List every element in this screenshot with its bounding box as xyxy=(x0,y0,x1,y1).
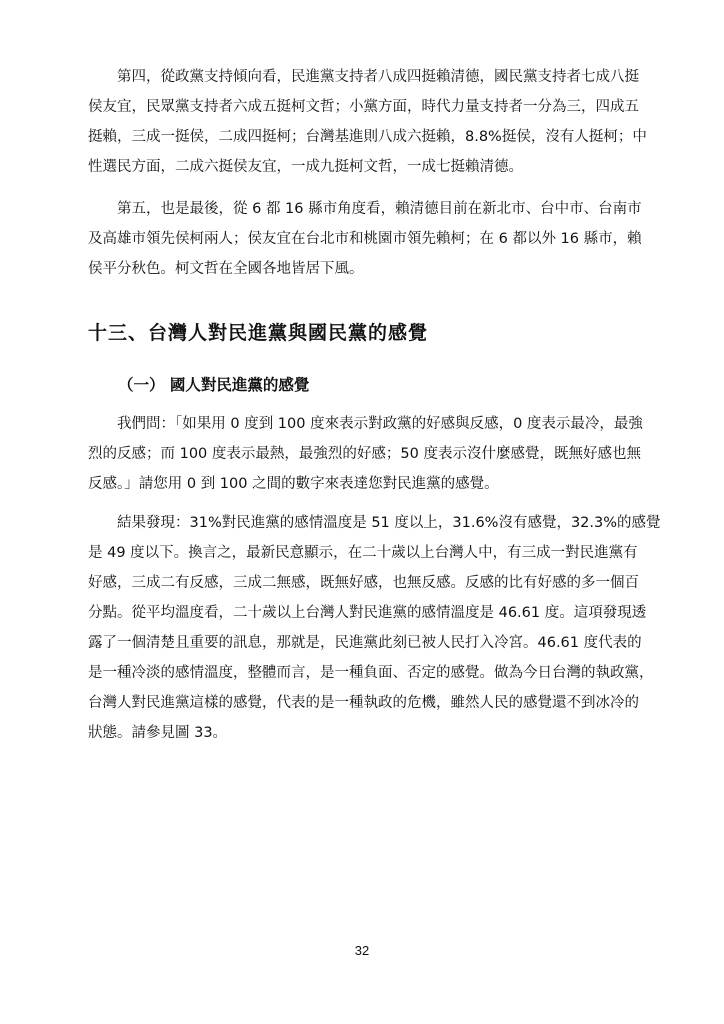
paragraph-regional xyxy=(88,194,646,284)
text-line: 是 49 度以下。換言之，最新民意顯示，在二十歲以上台灣人中，有三成一對民進黨有 xyxy=(88,545,638,561)
text-line: 及高雄市領先侯柯兩人；侯友宜在台北市和桃園市領先賴柯；在 6 都以外 16 縣市，賴 xyxy=(88,231,642,247)
text-line: 我們問：「如果用 0 度到 100 度來表示對政黨的好感與反感，0 度表示最冷，最強 xyxy=(117,416,643,432)
text-line: 第五，也是最後，從 6 都 16 縣市角度看，賴清德目前在新北市、台中市、台南市 xyxy=(117,201,642,217)
paragraph-party-support xyxy=(88,62,646,182)
text-line: 反感。」請您用 0 到 100 之間的數字來表達您對民進黨的感覺。 xyxy=(88,476,499,492)
page-number: 32 xyxy=(354,943,370,958)
text-line: 烈的反感；而 100 度表示最熱，最強烈的好感；50 度表示沒什麼感覺，既無好感也無 xyxy=(88,446,641,462)
text-line: 狀態。請參見圖 33。 xyxy=(88,725,228,741)
text-line: 結果發現：31%對民進黨的感情溫度是 51 度以上，31.6%沒有感覺，32.3%的感覺 xyxy=(117,515,661,531)
paragraph-findings xyxy=(88,508,661,748)
text-line: 侯友宜，民眾黨支持者六成五挺柯文哲；小黨方面，時代力量支持者一分為三，四成五 xyxy=(88,99,639,115)
text-line: 性選民方面，二成六挺侯友宜，一成九挺柯文哲，一成七挺賴清德。 xyxy=(88,159,523,175)
text-line: 露了一個清楚且重要的訊息，那就是，民進黨此刻已被人民打入冷宮。46.61 度代表的 xyxy=(88,635,642,651)
paragraph-question xyxy=(88,409,646,499)
text-line: 好感，三成二有反感，三成二無感，既無好感，也無反感。反感的比有好感的多一個百 xyxy=(88,575,639,591)
text-line: 第四，從政黨支持傾向看，民進黨支持者八成四挺賴清德，國民黨支持者七成八挺 xyxy=(117,69,639,85)
subsection-heading: （一） 國人對民進黨的感覺 xyxy=(118,375,310,394)
section-heading: 十三、台灣人對民進黨與國民黨的感覺 xyxy=(88,322,429,344)
text-line: 挺賴，三成一挺侯，二成四挺柯；台灣基進則八成六挺賴，8.8%挺侯，沒有人挺柯；中 xyxy=(88,129,647,145)
text-line: 是一種冷淡的感情溫度，整體而言，是一種負面、否定的感覺。做為今日台灣的執政黨， xyxy=(88,665,654,681)
text-line: 台灣人對民進黨這樣的感覺，代表的是一種執政的危機，雖然人民的感覺還不到冰冷的 xyxy=(88,695,639,711)
text-line: 侯平分秋色。柯文哲在全國各地皆居下風。 xyxy=(88,261,364,277)
text-line: 分點。從平均溫度看，二十歲以上台灣人對民進黨的感情溫度是 46.61 度。這項發現透 xyxy=(88,605,647,621)
